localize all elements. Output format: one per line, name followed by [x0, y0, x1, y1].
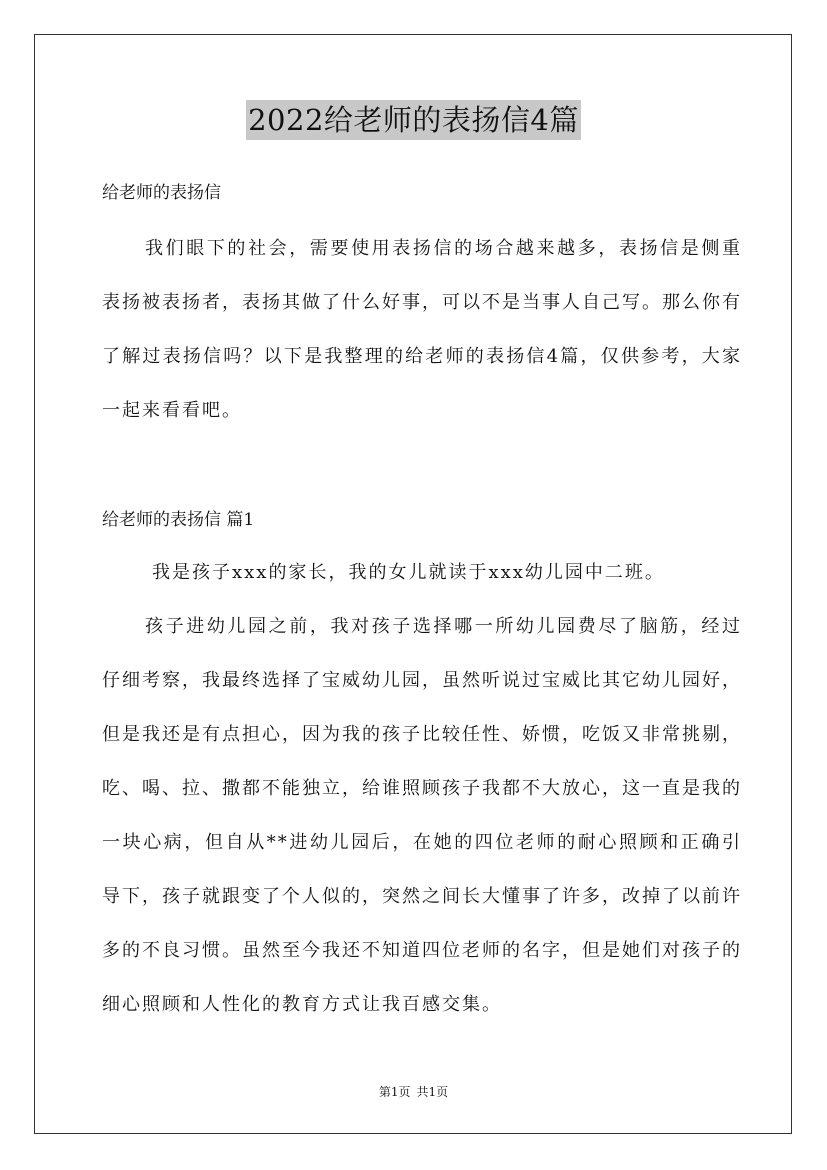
- page-number: 第1页: [378, 1085, 411, 1099]
- page-total: 共1页: [416, 1085, 449, 1099]
- page-footer: [0, 1084, 827, 1100]
- paragraph-1: 我是孩子xxx的家长，我的女儿就读于xxx幼儿园中二班。: [152, 562, 665, 583]
- document-title: 2022给老师的表扬信4篇: [246, 100, 581, 140]
- title-wrap: [0, 100, 827, 140]
- intro-paragraph: 我们眼下的社会，需要使用表扬信的场合越来越多，表扬信是侧重表扬被表扬者，表扬其做了什么好事，可以不是当事人自己写。那么你有了解过表扬信吗？以下是我整理的给老师的表扬信4篇，仅供参考，大家一起来看看吧。: [102, 238, 742, 421]
- paragraph-2: 孩子进幼儿园之前，我对孩子选择哪一所幼儿园费尽了脑筋，经过仔细考察，我最终选择了宝威幼儿园，虽然听说过宝威比其它幼儿园好，但是我还是有点担心，因为我的孩子比较任性、娇惯，吃饭又非常挑剔，吃、喝、拉、撒都不能独立，给谁照顾孩子我都不大放心，这一直是我的一块心病，但自从**进幼儿园后，在她的四位老师的耐心照顾和正确引导下，孩子就跟变了个人似的，突然之间长大懂事了许多，改掉了以前许多的不良习惯。虽然至今我还不知道四位老师的名字，但是她们对孩子的细心照顾和人性化的教育方式让我百感交集。: [102, 616, 742, 1015]
- section-heading-1: 给老师的表扬信 篇1: [102, 510, 255, 530]
- intro-heading: 给老师的表扬信: [102, 183, 221, 203]
